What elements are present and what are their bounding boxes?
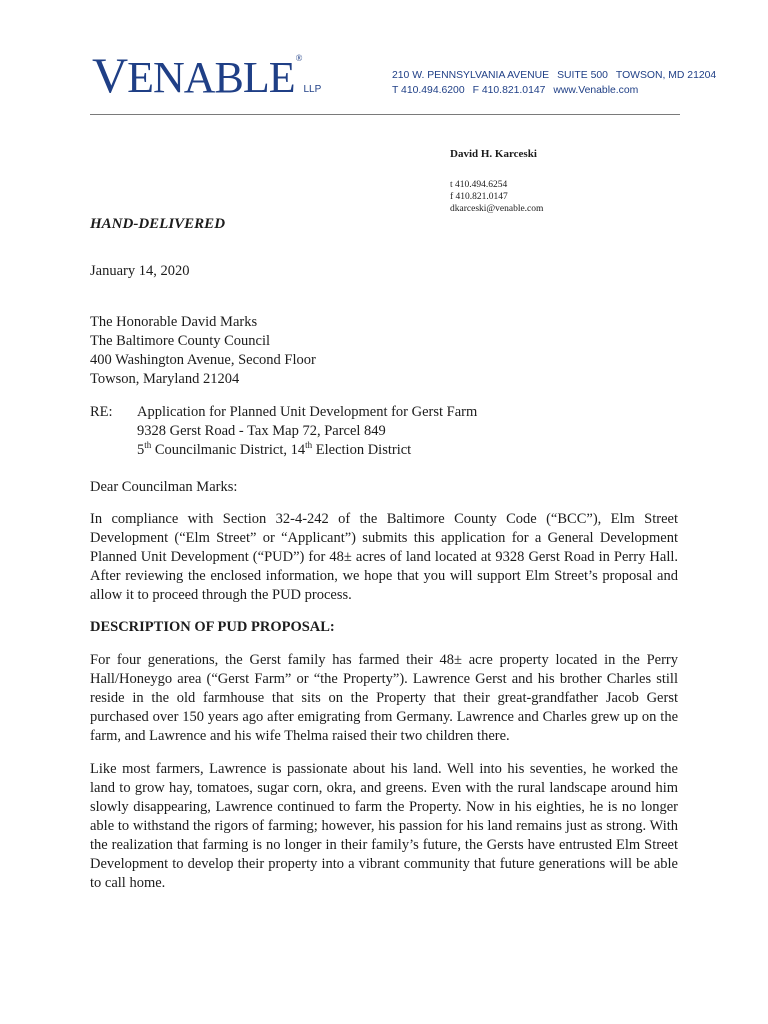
recipient-line-2: The Baltimore County Council: [90, 333, 271, 349]
re-line-1: Application for Planned Unit Development for Gerst Farm: [137, 404, 478, 420]
author-phone: t 410.494.6254: [450, 180, 508, 190]
recipient-line-4: Towson, Maryland 21204: [90, 371, 240, 387]
re-line-3-num: 5: [137, 442, 145, 458]
author-contact: [450, 179, 543, 215]
letterhead-suite: SUITE 500: [557, 70, 608, 81]
re-line-3: [137, 441, 477, 460]
recipient-address: [90, 313, 678, 389]
section-heading: DESCRIPTION OF PUD PROPOSAL:: [90, 619, 335, 635]
letter-date: January 14, 2020: [90, 263, 190, 279]
delivery-method: HAND-DELIVERED: [90, 216, 226, 232]
paragraph-family-history: For four generations, the Gerst family has farmed their 48± acre property located in the Perry Hall/Honeygo area (“Gerst Farm” or “the Property”). Lawrence Gerst and his brother Charles still reside in the old farmhouse that sits on the Property that their great-grandfather Jacob Gerst purchased over 150 years ago after emigrating from Germany. Lawrence and Charles grew up on the farm, and Lawrence and his wife Thelma raised their two children there.: [90, 652, 678, 744]
letterhead-line-1: [392, 68, 717, 83]
letterhead-web: www.Venable.com: [553, 85, 639, 96]
author-fax: f 410.821.0147: [450, 192, 508, 202]
re-line-3-ordinal-2: th: [305, 440, 313, 451]
letterhead-phone: T 410.494.6200: [392, 85, 465, 96]
firm-suffix: LLP: [303, 84, 322, 95]
header-divider: [90, 114, 680, 115]
re-line-2: 9328 Gerst Road - Tax Map 72, Parcel 849: [137, 423, 386, 439]
letterhead-line-2: [392, 83, 682, 98]
re-lines: [137, 403, 477, 460]
firm-name: VENABLE: [92, 47, 295, 103]
letterhead-address: [392, 68, 717, 98]
re-label: RE:: [90, 404, 113, 420]
recipient-line-1: The Honorable David Marks: [90, 314, 258, 330]
salutation: Dear Councilman Marks:: [90, 479, 238, 495]
author-name: David H. Karceski: [450, 148, 537, 160]
re-line-3-ordinal-1: th: [144, 440, 152, 451]
paragraph-farming: Like most farmers, Lawrence is passionate about his land. Well into his seventies, he worked the land to grow hay, tomatoes, sugar corn, okra, and greens. Even with the rural landscape around him slowly disappearing, Lawrence continued to farm the Property. Now in his eighties, he is no longer able to withstand the rigors of farming; however, his passion for his land remains just as strong. With the realization that farming is no longer in their family’s future, the Gersts have entrusted Elm Street Development to develop their property into a vibrant community that future generations will be able to call home.: [90, 761, 678, 891]
letterhead-city: TOWSON, MD 21204: [615, 70, 717, 81]
paragraph-intro: In compliance with Section 32-4-242 of the Baltimore County Code (“BCC”), Elm Street Development (“Elm Street” or “Applicant”) submits this application for a General Development Planned Unit Development (“PUD”) for 48± acres of land located at 9328 Gerst Road in Perry Hall. After reviewing the enclosed information, we hope that you will support Elm Street’s proposal and allow it to proceed through the PUD process.: [90, 511, 678, 603]
author-email: dkarceski@venable.com: [450, 204, 544, 214]
letterhead-street: 210 W. PENNSYLVANIA AVENUE: [392, 70, 550, 81]
re-line-3-middle: Councilmanic District, 14: [151, 442, 306, 458]
recipient-line-3: 400 Washington Avenue, Second Floor: [90, 352, 316, 368]
letterhead-fax: F 410.821.0147: [472, 85, 546, 96]
re-line-3-end: Election District: [312, 442, 412, 458]
registered-mark: ®: [295, 53, 303, 63]
venable-logo: [92, 47, 322, 103]
